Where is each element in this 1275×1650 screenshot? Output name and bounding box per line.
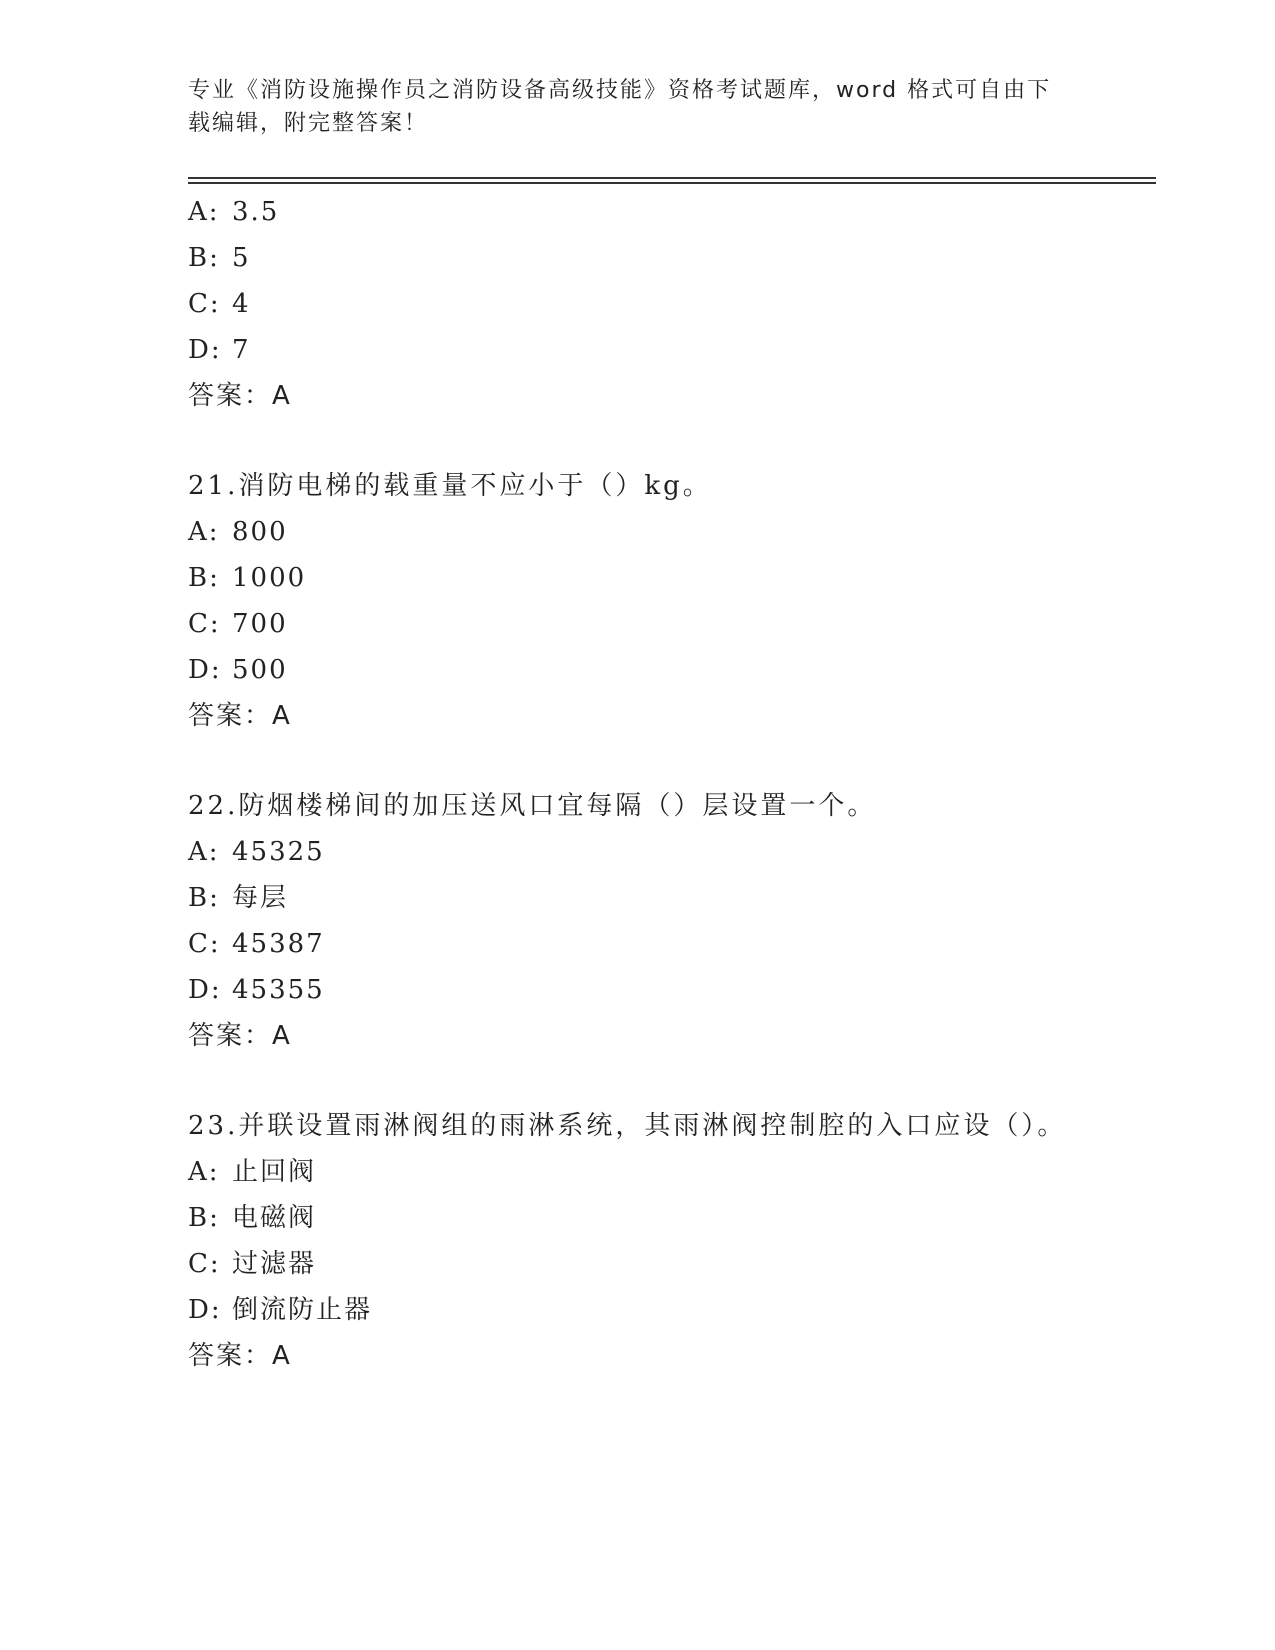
option-text: 过滤器 xyxy=(232,1249,317,1279)
answer-line: 答案：A xyxy=(188,701,292,731)
option-label: C: xyxy=(188,929,221,959)
header-divider-bottom xyxy=(188,182,1156,184)
option-d xyxy=(188,1287,1156,1333)
block-spacer xyxy=(188,739,1156,783)
block-spacer xyxy=(188,419,1156,463)
option-text: 45325 xyxy=(232,837,325,867)
option-label: D: xyxy=(188,335,222,365)
header-title-line-2: 载编辑，附完整答案！ xyxy=(188,111,429,136)
option-c xyxy=(188,281,1156,327)
option-label: B: xyxy=(188,243,220,273)
document-header xyxy=(188,74,1068,140)
answer-line: 答案：A xyxy=(188,381,292,411)
option-b xyxy=(188,875,1156,921)
answer-line: 答案：A xyxy=(188,1341,292,1371)
option-label: B: xyxy=(188,1203,220,1233)
option-a xyxy=(188,509,1156,555)
question-block-22 xyxy=(188,783,1156,1059)
question-text: 21.消防电梯的载重量不应小于（）kg。 xyxy=(188,471,712,501)
block-spacer xyxy=(188,1059,1156,1103)
option-text: 4 xyxy=(232,289,251,319)
option-label: D: xyxy=(188,975,222,1005)
question-text: 23.并联设置雨淋阀组的雨淋系统，其雨淋阀控制腔的入口应设（）。 xyxy=(188,1111,1067,1141)
option-text: 45387 xyxy=(232,929,325,959)
option-a xyxy=(188,829,1156,875)
option-label: A: xyxy=(188,837,220,867)
option-label: C: xyxy=(188,609,221,639)
option-d xyxy=(188,967,1156,1013)
option-label: A: xyxy=(188,1157,220,1187)
option-b xyxy=(188,235,1156,281)
question-block-23 xyxy=(188,1103,1156,1379)
option-d xyxy=(188,647,1156,693)
option-label: D: xyxy=(188,1295,222,1325)
option-a xyxy=(188,189,1156,235)
option-text: 500 xyxy=(232,655,288,685)
option-c xyxy=(188,921,1156,967)
option-text: 每层 xyxy=(232,883,289,913)
option-text: 电磁阀 xyxy=(232,1203,317,1233)
option-label: C: xyxy=(188,289,221,319)
option-text: 止回阀 xyxy=(232,1157,317,1187)
header-title-line-1: 专业《消防设施操作员之消防设备高级技能》资格考试题库，word 格式可自由下 xyxy=(188,78,1052,103)
option-a xyxy=(188,1149,1156,1195)
option-label: D: xyxy=(188,655,222,685)
option-text: 800 xyxy=(232,517,288,547)
answer-line: 答案：A xyxy=(188,1021,292,1051)
option-b xyxy=(188,1195,1156,1241)
option-c xyxy=(188,1241,1156,1287)
option-text: 45355 xyxy=(232,975,325,1005)
option-label: B: xyxy=(188,563,220,593)
option-label: B: xyxy=(188,883,220,913)
question-block-21 xyxy=(188,463,1156,739)
option-d xyxy=(188,327,1156,373)
option-label: A: xyxy=(188,517,220,547)
option-label: A: xyxy=(188,197,220,227)
option-text: 700 xyxy=(232,609,288,639)
option-text: 3.5 xyxy=(232,197,280,227)
option-c xyxy=(188,601,1156,647)
option-text: 1000 xyxy=(232,563,307,593)
header-divider-top xyxy=(188,177,1156,179)
question-block-20 xyxy=(188,189,1156,419)
option-text: 5 xyxy=(232,243,251,273)
option-b xyxy=(188,555,1156,601)
option-text: 7 xyxy=(232,335,251,365)
option-label: C: xyxy=(188,1249,221,1279)
option-text: 倒流防止器 xyxy=(232,1295,373,1325)
question-list xyxy=(188,189,1156,1379)
question-text: 22.防烟楼梯间的加压送风口宜每隔（）层设置一个。 xyxy=(188,791,877,821)
